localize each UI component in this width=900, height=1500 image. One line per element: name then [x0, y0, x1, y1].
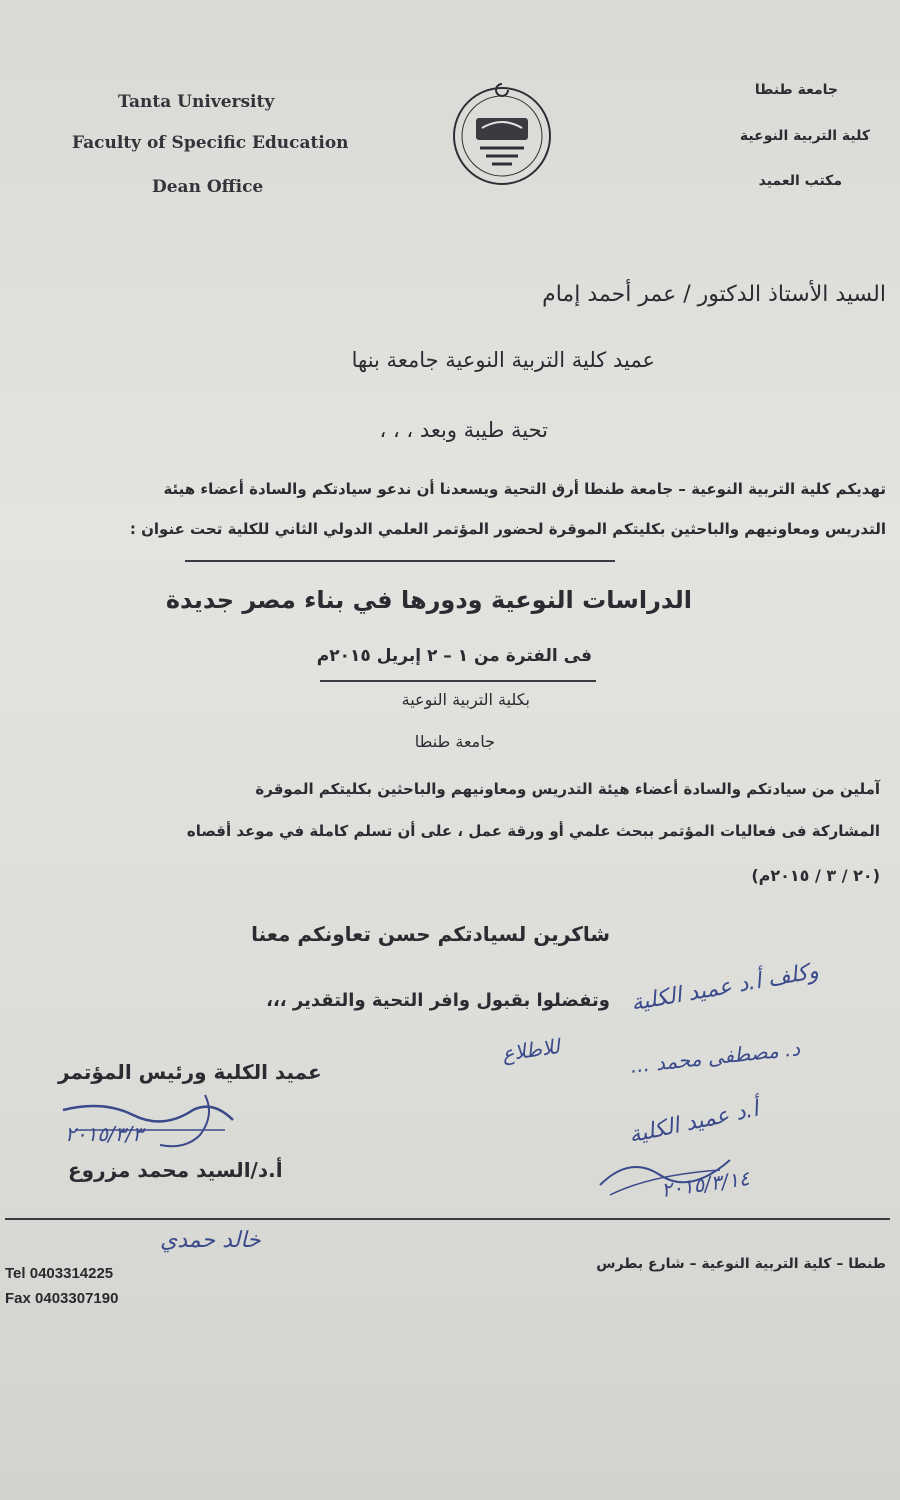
- header-ar-university: جامعة طنطا: [754, 82, 838, 98]
- header-en-faculty: Faculty of Specific Education: [72, 133, 349, 153]
- handwritten-scribble-right: [590, 1140, 740, 1200]
- venue-faculty: بكلية التربية النوعية: [401, 690, 530, 709]
- footer-tel: Tel 0403314225: [5, 1265, 114, 1282]
- handwritten-note-4: أ.د عميد الكلية: [627, 1096, 762, 1149]
- request-line-2: المشاركة فى فعاليات المؤتمر ببحث علمي أو ورقة عمل ، على أن تسلم كاملة في موعد أقصاه: [186, 822, 880, 840]
- footer-address: طنطا – كلية التربية النوعية – شارع بطرس: [596, 1256, 886, 1272]
- request-line-1: آملين من سيادتكم والسادة أعضاء هيئة التدريس ومعاونيهم والباحثين بكليتكم الموقرة: [255, 780, 880, 798]
- handwritten-bottom-note: خالد حمدي: [160, 1228, 261, 1253]
- university-logo: [446, 78, 558, 190]
- body-line-1: تهديكم كلية التربية النوعية – جامعة طنطا أرق التحية ويسعدنا أن ندعو سيادتكم والسادة أعضاء هيئة: [163, 480, 886, 498]
- venue-university: جامعة طنطا: [414, 732, 495, 751]
- underline-conference: [185, 560, 615, 562]
- footer-rule: [5, 1218, 890, 1220]
- handwritten-note-date: ٢٠١٥/٣/١٤: [660, 1165, 752, 1203]
- handwritten-note-3: للاطلاع: [500, 1034, 562, 1066]
- closing-line: وتفضلوا بقبول وافر التحية والتقدير ،،،: [266, 990, 610, 1011]
- recipient-name: السيد الأستاذ الدكتور / عمر أحمد إمام: [542, 282, 886, 307]
- thanks-line: شاكرين لسيادتكم حسن تعاونكم معنا: [251, 922, 610, 946]
- header-ar-faculty: كلية التربية النوعية: [739, 128, 870, 144]
- greeting: تحية طيبة وبعد ، ، ،: [379, 418, 548, 442]
- conference-title: الدراسات النوعية ودورها في بناء مصر جديدة: [165, 586, 692, 614]
- signature-role: عميد الكلية ورئيس المؤتمر: [58, 1060, 322, 1084]
- handwritten-note-2: د. مصطفى محمد ...: [628, 1036, 801, 1078]
- footer-fax: Fax 0403307190: [5, 1290, 119, 1307]
- signature-date: ٢٠١٥/٣/٣: [65, 1122, 143, 1146]
- deadline-date: (٢٠ / ٣ / ٢٠١٥م): [751, 866, 880, 885]
- handwritten-note-1: وكلف أ.د عميد الكلية: [629, 958, 821, 1017]
- underline-period: [320, 680, 596, 682]
- signature-name: أ.د/السيد محمد مزروع: [68, 1158, 283, 1182]
- body-line-2: التدريس ومعاونيهم والباحثين بكليتكم الموقرة لحضور المؤتمر العلمي الدولي الثاني للكلية تحت عنوان :: [129, 520, 886, 538]
- logo-emblem-icon: [446, 78, 558, 190]
- header-en-office: Dean Office: [152, 177, 264, 197]
- recipient-title: عميد كلية التربية النوعية جامعة بنها: [351, 348, 655, 372]
- header-ar-office: مكتب العميد: [758, 173, 842, 189]
- conference-period: فى الفترة من ١ – ٢ إبريل ٢٠١٥م: [316, 646, 592, 666]
- header-en-university: Tanta University: [118, 92, 275, 112]
